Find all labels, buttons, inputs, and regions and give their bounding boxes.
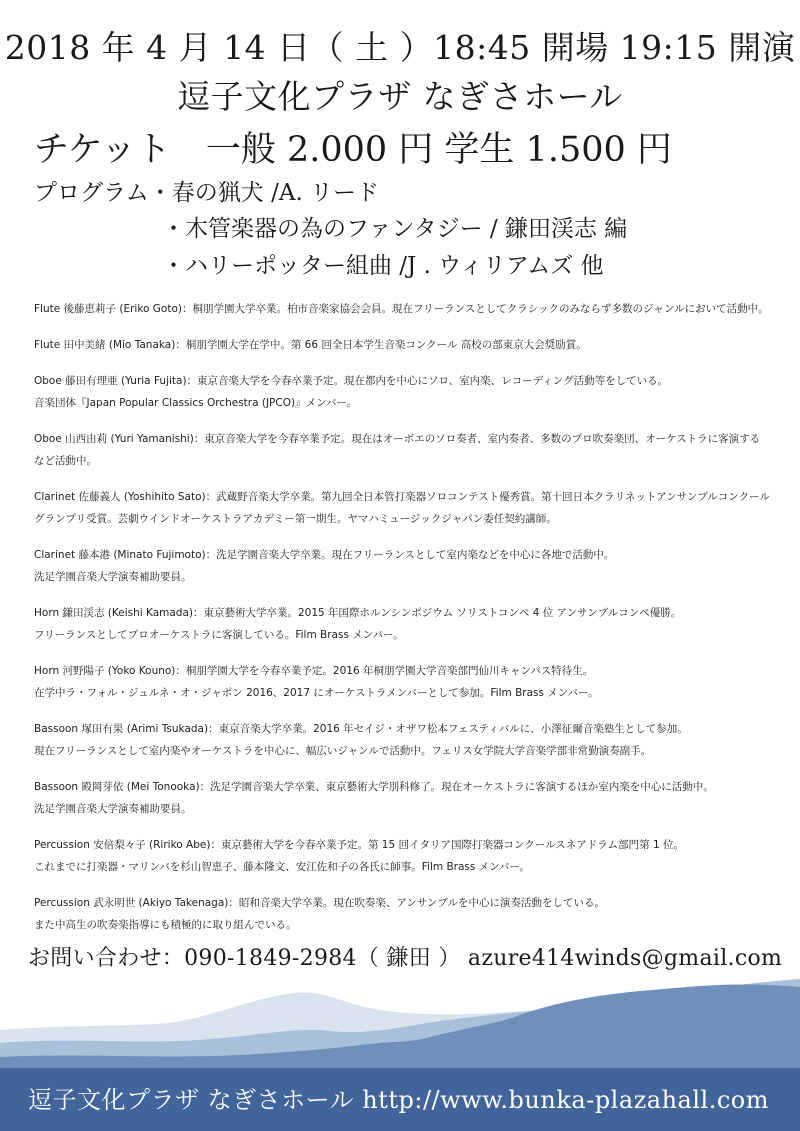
member-profile xyxy=(34,334,774,356)
member-profile xyxy=(34,428,774,472)
member-profile-line: Percussion 武永明世 (Akiyo Takenaga)：昭和音楽大学卒業。現在吹奏楽、アンサンブルを中心に演奏活動をしている。 xyxy=(34,897,605,909)
member-profile-line: Bassoon 殿岡芽依 (Mei Tonooka)：洗足学園音楽大学卒業、東京藝術大学別科修了。現在オーケストラに客演するほか室内楽を中心に活動中。 xyxy=(34,781,714,793)
member-profile-line: 洗足学園音楽大学演奏補助要員。 xyxy=(34,571,192,583)
member-profile xyxy=(34,660,774,704)
member-profile xyxy=(34,486,774,530)
member-profile-line: Horn 鎌田渓志 (Keishi Kamada)：東京藝術大学卒業。2015 年国際ホルンシンポジウム ソリストコンペ 4 位 アンサンブルコンペ優勝。 xyxy=(34,607,682,619)
member-profile-line: Clarinet 藤本港 (Minato Fujimoto)：洗足学園音楽大学卒業。現在フリーランスとして室内楽などを中心に各地で活動中。 xyxy=(34,549,615,561)
footer-venue-url: 逗子文化プラザ なぎさホール http://www.bunka-plazahall.com xyxy=(28,1086,769,1114)
member-profile xyxy=(34,834,774,878)
venue-title: 逗子文化プラザ なぎさホール xyxy=(177,77,623,116)
member-profile-line: Horn 河野陽子 (Yoko Kouno)：桐朋学園大学を今春卒業予定。2016 年桐朋学園大学音楽部門仙川キャンパス特待生。 xyxy=(34,665,594,677)
member-profile-line: Flute 後藤恵莉子 (Eriko Goto)：桐朋学園大学卒業。柏市音楽家協会会員。現在フリーランスとしてクラシックのみならず多数のジャンルにおいて活動中。 xyxy=(34,303,769,315)
member-profile-line: Flute 田中美緒 (Mio Tanaka)：桐朋学園大学在学中。第 66 回全日本学生音楽コンクール 高校の部東京大会奨励賞。 xyxy=(34,339,587,351)
member-profile xyxy=(34,544,774,588)
member-profile-list xyxy=(34,298,774,950)
member-profile-line: など活動中。 xyxy=(34,455,97,467)
member-profile-line: Oboe 山西由莉 (Yuri Yamanishi)：東京音楽大学を今春卒業予定。現在はオーボエのソロ奏者、室内奏者、多数のプロ吹奏楽団、オーケストラに客演する xyxy=(34,433,761,445)
member-profile-line: 音楽団体『Japan Popular Classics Orchestra (JPCO)』メンバー。 xyxy=(34,397,357,409)
member-profile xyxy=(34,718,774,762)
member-profile xyxy=(34,776,774,820)
member-profile-line: これまでに打楽器・マリンバを杉山智恵子、藤本隆文、安江佐和子の各氏に師事。Film Brass メンバー。 xyxy=(34,861,531,873)
member-profile xyxy=(34,370,774,414)
program-item: ・ハリーポッター組曲 /J . ウィリアムズ 他 xyxy=(162,253,604,279)
program-item: ・木管楽器の為のファンタジー / 鎌田渓志 編 xyxy=(162,216,628,242)
member-profile-line: Clarinet 佐藤義人 (Yoshihito Sato)：武蔵野音楽大学卒業。第九回全日本管打楽器ソロコンテスト優秀賞。第十回日本クラリネットアンサンブルコンクール xyxy=(34,491,770,503)
member-profile-line: 在学中ラ・フォル・ジュルネ・オ・ジャポン 2016、2017 にオーケストラメンバーとして参加。Film Brass メンバー。 xyxy=(34,687,599,699)
ticket-price-line: チケット 一般 2.000 円 学生 1.500 円 xyxy=(34,130,672,170)
member-profile-line: Percussion 安倍梨々子 (Ririko Abe)：東京藝術大学を今春卒業予定。第 15 回イタリア国際打楽器コンクールスネアドラム部門第 1 位。 xyxy=(34,839,685,851)
member-profile-line: グランプリ受賞。芸劇ウインドオーケストラアカデミー第一期生。ヤマハミュージックジャパン委任契約講師。 xyxy=(34,513,557,525)
member-profile-line: 洗足学園音楽大学演奏補助要員。 xyxy=(34,803,192,815)
contact-line: お問い合わせ：090-1849-2984（ 鎌田 ） azure414winds@gmail.com xyxy=(28,946,783,971)
program-item: プログラム・春の猟犬 /A. リード xyxy=(34,180,380,206)
event-date-line: 2018 年 4 月 14 日（ 土 ）18:45 開場 19:15 開演 xyxy=(4,28,796,67)
member-profile-line: Oboe 藤田有理亜 (Yuria Fujita)：東京音楽大学を今春卒業予定。現在都内を中心にソロ、室内楽、レコーディング活動等をしている。 xyxy=(34,375,669,387)
member-profile xyxy=(34,892,774,936)
mountain-landscape-illustration xyxy=(0,975,800,1070)
member-profile-line: 現在フリーランスとして室内楽やオーケストラを中心に、幅広いジャンルで活動中。フェリス女学院大学音楽学部非常勤演奏副手。 xyxy=(34,745,652,757)
member-profile-line: Bassoon 塚田有果 (Arimi Tsukada)：東京音楽大学卒業。2016 年セイジ・オザワ松本フェスティバルに、小澤征爾音楽塾生として参加。 xyxy=(34,723,688,735)
member-profile xyxy=(34,298,774,320)
member-profile xyxy=(34,602,774,646)
member-profile-line: フリーランスとしてプロオーケストラに客演している。Film Brass メンバー。 xyxy=(34,629,404,641)
member-profile-line: また中高生の吹奏楽指導にも積極的に取り組んでいる。 xyxy=(34,919,297,931)
